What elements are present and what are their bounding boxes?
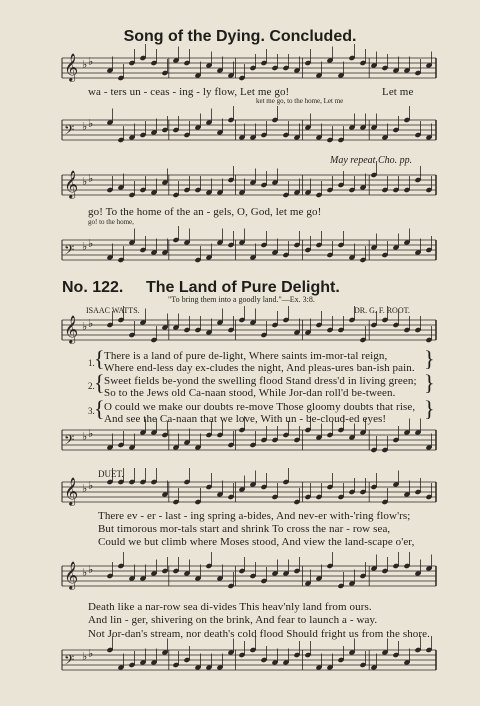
lyric-line: go! To the home of the an - gels, O, God, let me go! xyxy=(88,206,322,218)
flat-icon: ♭ xyxy=(88,55,94,68)
flat-icon: ♭ xyxy=(88,317,94,330)
hymn-title: The Land of Pure Delight. xyxy=(146,279,340,296)
flat-icon: ♭ xyxy=(88,172,94,185)
bass-clef-icon: 𝄢 xyxy=(64,652,75,671)
verse-line: O could we make our doubts re-move Those gloomy doubts that rise, xyxy=(104,401,416,413)
duet-lyric-line: Could we but climb where Moses stood, And view the land-scape o'er, xyxy=(98,536,415,548)
verse-brace: { xyxy=(94,370,105,395)
flat-icon: ♭ xyxy=(82,650,88,663)
flat-icon: ♭ xyxy=(82,430,88,443)
scripture-epigraph: "To bring them into a goodly land."—Ex. 3:8. xyxy=(168,295,315,304)
alto-lyric-line: go! to the home, xyxy=(88,218,134,226)
flat-icon: ♭ xyxy=(88,117,94,130)
verse-brace: { xyxy=(94,346,105,371)
repeat-note: May repeat Cho. pp. xyxy=(330,155,413,166)
song-title: Song of the Dying. Concluded. xyxy=(123,28,357,45)
author-credit: ISAAC WATTS. xyxy=(86,306,140,315)
final-lyric-line: And lin - ger, shivering on the brink, And fear to launch a - way. xyxy=(88,614,378,626)
flat-icon: ♭ xyxy=(88,563,94,576)
flat-icon: ♭ xyxy=(82,58,88,71)
flat-icon: ♭ xyxy=(82,320,88,333)
treble-clef-icon: 𝄞 xyxy=(64,53,79,81)
treble-clef-icon: 𝄞 xyxy=(64,315,79,343)
treble-clef-icon: 𝄞 xyxy=(64,170,79,198)
bass-clef-icon: 𝄢 xyxy=(64,432,75,451)
flat-icon: ♭ xyxy=(82,175,88,188)
verse-brace: } xyxy=(424,396,435,421)
flat-icon: ♭ xyxy=(88,237,94,250)
verse-line: There is a land of pure de-light, Where saints im-mor-tal reign, xyxy=(104,350,388,362)
composer-credit: DR. G. F. ROOT. xyxy=(354,306,410,315)
hymn-number: No. 122. xyxy=(62,279,124,296)
verse-number: 1. xyxy=(88,358,95,368)
bass-clef-icon: 𝄢 xyxy=(64,122,75,141)
flat-icon: ♭ xyxy=(88,647,94,660)
verse-number: 3. xyxy=(88,406,95,416)
duet-lyric-line: There ev - er - last - ing spring a-bides, And nev-er with-'ring flow'rs; xyxy=(98,510,411,522)
treble-clef-icon: 𝄞 xyxy=(64,477,79,505)
verse-line: Sweet fields be-yond the swelling flood Stand dress'd in living green; xyxy=(104,375,417,387)
treble-clef-icon: 𝄞 xyxy=(64,561,79,589)
verse-brace: } xyxy=(424,370,435,395)
verse-line: Where end-less day ex-cludes the night, And pleas-ures ban-ish pain. xyxy=(104,362,415,374)
verse-line: And see the Ca-naan that we love, With un - be-cloud-ed eyes! xyxy=(104,413,387,425)
duet-label: DUET. xyxy=(98,469,124,479)
flat-icon: ♭ xyxy=(82,482,88,495)
flat-icon: ♭ xyxy=(88,479,94,492)
verse-brace: } xyxy=(424,346,435,371)
duet-lyric-line: But timorous mor-tals start and shrink To cross the nar - row sea, xyxy=(98,523,391,535)
final-lyric-line: Not Jor-dan's stream, nor death's cold flood Should fright us from the shore. xyxy=(88,628,430,640)
flat-icon: ♭ xyxy=(82,240,88,253)
verse-number: 2. xyxy=(88,381,95,391)
lyric-line: Let me xyxy=(382,86,414,98)
final-lyric-line: Death like a nar-row sea di-vides This heav'nly land from ours. xyxy=(88,601,372,613)
lyric-line: wa - ters un - ceas - ing - ly flow, Let me go! xyxy=(88,86,290,98)
flat-icon: ♭ xyxy=(82,566,88,579)
flat-icon: ♭ xyxy=(88,427,94,440)
alto-lyric-line: ket me go, to the home, Let me xyxy=(256,97,344,105)
verse-brace: { xyxy=(94,396,105,421)
bass-clef-icon: 𝄢 xyxy=(64,242,75,261)
verse-line: So to the Jews old Ca-naan stood, While Jor-dan roll'd be-tween. xyxy=(104,387,396,399)
flat-icon: ♭ xyxy=(82,120,88,133)
